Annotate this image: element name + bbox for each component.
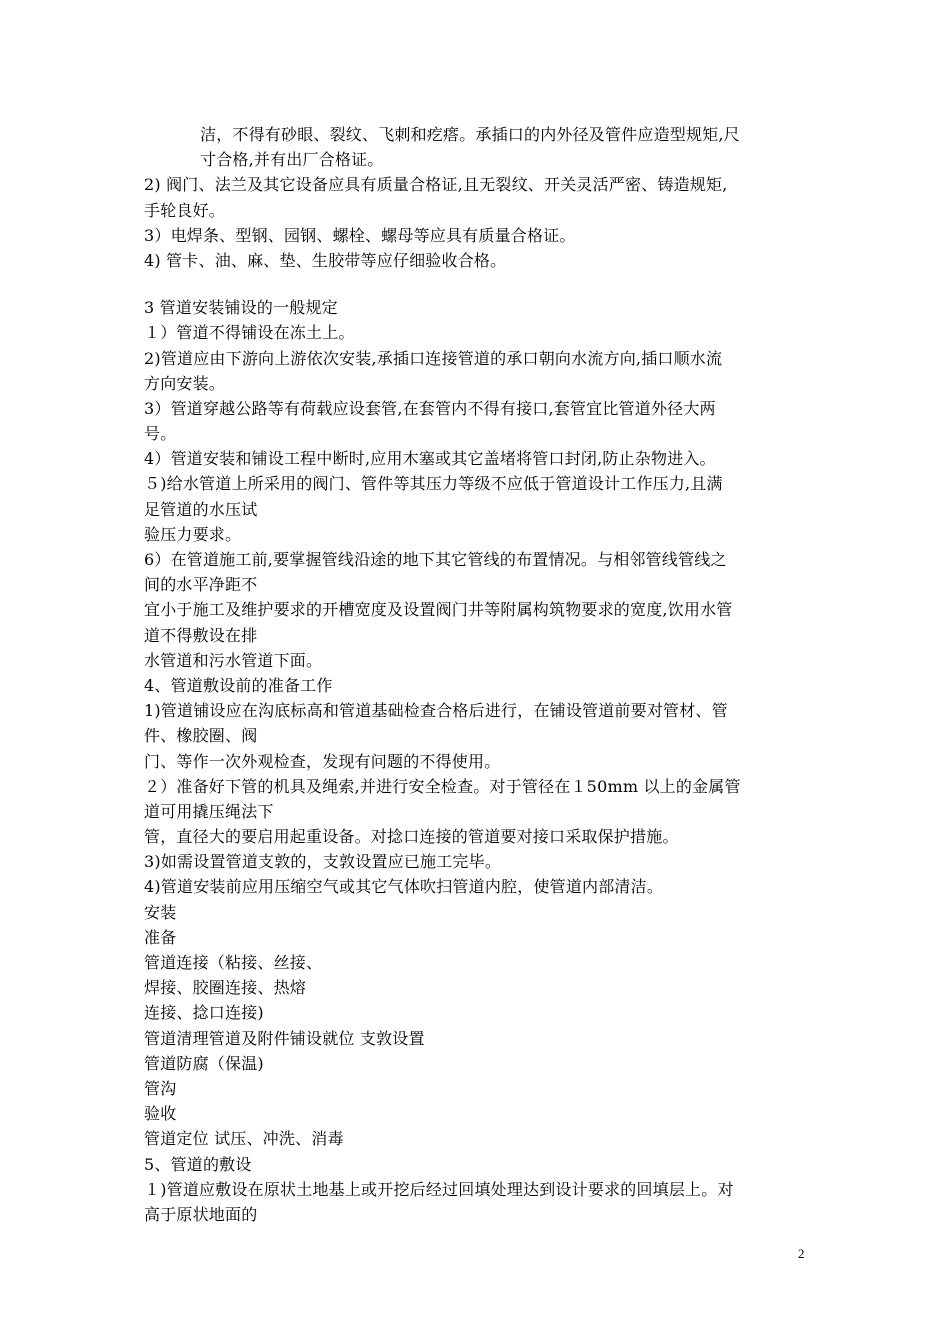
text-line: 4) 管卡、油、麻、垫、生胶带等应仔细验收合格。 (144, 250, 507, 270)
text-line: 洁，不得有砂眼、裂纹、飞刺和疙瘩。承插口的内外径及管件应造型规矩,尺 (200, 125, 740, 144)
flow-text: 管道防腐（保温) (144, 1053, 264, 1073)
blank-line (144, 273, 844, 295)
text-line: 高于原状地面的 (144, 1204, 258, 1224)
flow-text: 验收 (144, 1104, 177, 1124)
text-line: 6）在管道施工前,要掌握管线沿途的地下其它管线的布置情况。与相邻管线管线之 (144, 550, 727, 569)
flow-text: 焊接、胶圈连接、热熔 (144, 978, 307, 998)
text-line: 方向安装。 (144, 373, 226, 393)
text-line: 4）管道安装和铺设工程中断时,应用木塞或其它盖堵将管口封闭,防止杂物进入。 (144, 449, 716, 469)
flow-text: 连接、捻口连接) (144, 1003, 264, 1023)
text-line: 间的水平净距不 (144, 575, 258, 595)
section-heading: 4、管道敷设前的准备工作 (144, 675, 333, 695)
text-line: ２）准备好下管的机具及绳索,并进行安全检查。对于管径在１50mm 以上的金属管 (144, 776, 741, 796)
text-line: 寸合格,并有出厂合格证。 (200, 150, 384, 170)
text-line: １）管道不得铺设在冻土上。 (144, 323, 355, 343)
text-line: 3）电焊条、型钢、园钢、螺栓、螺母等应具有质量合格证。 (144, 225, 576, 245)
text-line: １)管道应敷设在原状土地基上或开挖后经过回填处理达到设计要求的回填层上。对 (144, 1179, 734, 1199)
text-line: 门、等作一次外观检查，发现有问题的不得使用。 (144, 751, 501, 771)
text-line: 宜小于施工及维护要求的开槽宽度及设置阀门井等附属构筑物要求的宽度,饮用水管 (144, 600, 733, 620)
flow-text: 管沟 (144, 1078, 177, 1098)
text-line: 1)管道铺设应在沟底标高和管道基础检查合格后进行，在铺设管道前要对管材、管 (144, 701, 728, 721)
text-line: 件、橡胶圈、阀 (144, 726, 258, 746)
body-text (144, 122, 844, 1227)
section-heading: 3 管道安装铺设的一般规定 (144, 298, 338, 318)
text-line: 手轮良好。 (144, 200, 226, 220)
text-line: 2)管道应由下游向上游依次安装,承插口连接管道的承口朝向水流方向,插口顺水流 (144, 348, 723, 368)
text-line: 2) 阀门、法兰及其它设备应具有质量合格证,且无裂纹、开关灵活严密、铸造规矩, (144, 175, 728, 195)
text-line: 足管道的水压试 (144, 499, 258, 519)
flow-text: 管道连接（粘接、丝接、 (144, 953, 323, 972)
text-line: 验压力要求。 (144, 524, 242, 544)
text-line: 4)管道安装前应用压缩空气或其它气体吹扫管道内腔，使管道内部清洁。 (144, 877, 664, 897)
text-line: ５)给水管道上所采用的阀门、管件等其压力等级不应低于管道设计工作压力,且满 (144, 474, 723, 494)
text-line: 3）管道穿越公路等有荷载应设套管,在套管内不得有接口,套管宜比管道外径大两 (144, 398, 716, 418)
text-line: 道不得敷设在排 (144, 625, 258, 645)
text-line: 号。 (144, 424, 177, 444)
text-line: 3)如需设置管道支敦的，支敦设置应已施工完毕。 (144, 852, 502, 872)
text-line: 水管道和污水管道下面。 (144, 650, 323, 670)
text-line: 管，直径大的要启用起重设备。对捻口连接的管道要对接口采取保护措施。 (144, 827, 679, 847)
text-line: 道可用撬压绳法下 (144, 801, 274, 821)
flow-text: 准备 (144, 927, 177, 947)
flow-text: 安装 (144, 902, 177, 922)
flow-text: 管道清理管道及附件铺设就位 支敦设置 (144, 1028, 425, 1048)
section-heading: 5、管道的敷设 (144, 1154, 252, 1174)
page-number: 2 (798, 1246, 805, 1261)
flow-text: 管道定位 试压、冲洗、消毒 (144, 1129, 344, 1149)
